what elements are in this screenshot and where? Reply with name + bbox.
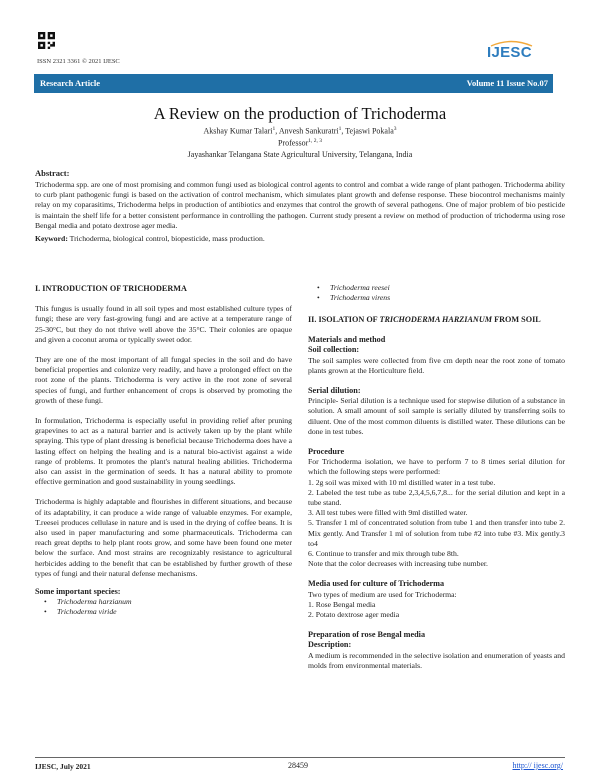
author-role: Professor xyxy=(278,138,309,148)
author-line xyxy=(0,126,600,136)
footer-divider xyxy=(35,757,565,758)
species-list-continued xyxy=(308,283,565,303)
dilution-text: Principle- Serial dilution is a technique used for stepwise dilution of a substance in solution. A small amount of soil sample is serially diluted by transferring soils to diluent. One of the most common diluents is distilled water. These dilutions can be done in test tubes. xyxy=(308,396,565,436)
heading-species: TRICHODERMA HARZIANUM xyxy=(379,315,493,324)
heading-suffix: FROM SOIL xyxy=(492,315,541,324)
keywords-line xyxy=(35,234,565,243)
section-label: Research Article xyxy=(40,78,101,88)
author-name: Anvesh Sankuratri xyxy=(278,126,339,136)
media-item: 2. Potato dextrose ager media xyxy=(308,610,400,620)
procedure-step: 1. 2g soil was mixed with 10 ml distilled water in a test tube. xyxy=(308,477,496,487)
intro-paragraph: Trichoderma is highly adaptable and flourishes in different situations, and because of its adaptability, it can produce a wide range of valuable enzymes. For example, T.reesei produces cellulase in nature and is used in the drying of coffee beans. It is also used in paper manufacturing and some pharmaceuticals. Trichoderma can reach great depths to help plant roots grow, and some have been found one meter below the surface. And most strains are recognizably resistance to agricultural herbicides adding to the benefit that can be established by further growth of these types of fungi and their natural defense mechanisms. xyxy=(35,497,292,578)
author-separator: , xyxy=(275,126,279,136)
volume-label: Volume 11 Issue No.07 xyxy=(466,78,548,88)
list-item: • Trichoderma viride xyxy=(35,607,292,617)
footer-link[interactable]: http:// ijesc.org/ xyxy=(512,761,563,770)
procedure-step: 6. Continue to transfer and mix through tube 8th. xyxy=(308,549,459,559)
right-column xyxy=(308,283,565,671)
media-intro: Two types of medium are used for Trichoderma: xyxy=(308,589,457,599)
prep-heading: Preparation of rose Bengal media xyxy=(308,630,426,640)
author-name: Tejaswi Pokala xyxy=(345,126,394,136)
author-sup: 1 xyxy=(272,126,276,132)
list-item: • Trichoderma harzianum xyxy=(35,597,292,607)
procedure-step: Note that the color decreases with increasing tube number. xyxy=(308,559,488,569)
list-item: • Trichoderma reesei xyxy=(308,283,565,293)
abstract-heading: Abstract: xyxy=(35,168,70,178)
soil-heading: Soil collection: xyxy=(308,345,360,355)
procedure-heading: Procedure xyxy=(308,447,345,457)
procedure-step: 2. Labeled the test tube as tube 2,3,4,5,6,7,8... for the serial dilution and kept in a tube stand. xyxy=(308,487,565,508)
intro-paragraph: In formulation, Trichoderma is especially useful in providing relief after pruning grapevines to act as a natural barrier and is actively taken up by the plant while spraying. This type of plant dressing is beneficial because Trichoderma does have a lasting effect on helping the healing and is a natural bio-activist against a wide range of problems. It promotes the plant's natural healing abilities. Trichoderma also can assist in the germination of seeds. It has a natural ability to promote effective germination and good sustainability in young seedlings. xyxy=(35,416,292,487)
description-text: A medium is recommended in the selective isolation and enumeration of yeasts and molds from environmental materials. xyxy=(308,650,565,670)
heading-prefix: II. ISOLATION OF xyxy=(308,315,380,324)
species-list xyxy=(35,597,292,617)
list-item: • Trichoderma virens xyxy=(308,293,565,303)
page-number: 28459 xyxy=(288,761,308,770)
issn-line: ISSN 2321 3361 © 2021 IJESC xyxy=(37,58,120,65)
affiliation: Jayashankar Telangana State Agricultural University, Telangana, India xyxy=(187,150,413,159)
left-column xyxy=(35,284,292,617)
description-heading: Description: xyxy=(308,640,352,650)
author-sup: 3 xyxy=(393,126,397,132)
materials-heading: Materials and method xyxy=(308,335,386,345)
intro-paragraph: This fungus is usually found in all soil types and most established culture types of fungi; these are very fast-growing fungi and are active at a temperature range of 25-30°C, but they do not thrive well above the 35°C. Their colonies are opaque and given a coconut aroma or typically sweet odor. xyxy=(35,304,292,344)
footer-journal: IJESC, July 2021 xyxy=(35,762,91,771)
procedure-step: 5. Transfer 1 ml of concentrated solution from tube 1 and then transfer into tube 2. Mix gently. And Transfer 1 ml of solution from tube #2 into tube #3. Mix gently.3 to4 xyxy=(308,518,565,548)
dilution-heading: Serial dilution: xyxy=(308,386,361,396)
soil-text: The soil samples were collected from five cm depth near the root zone of tomato plants grown at the Horticulture field. xyxy=(308,355,565,375)
media-item: 1. Rose Bengal media xyxy=(308,599,376,609)
keywords-text: Trichoderma, biological control, biopesticide, mass production. xyxy=(67,234,265,243)
author-name: Akshay Kumar Talari xyxy=(203,126,273,136)
role-sup: 1, 2, 3 xyxy=(308,138,322,144)
abstract-text: Trichoderma spp. are one of most promising and common fungi used as biological control agents to control and combat a wide range of plant pathogen. Trichoderma ability to curb plant pathogenic fungi is based on the activation of control mechanism, which simulates plant growth and defense response. These biocontrol mechanisms mainly relay on my coparasitims, Trichoderma helps in production of antibiotics and enzymes that control the growth of several pathogens. One of major problem of bio pesticide is maintain the shelf life for a better consistent performance in controlling the pathogen. Current study present a review on method of production of trichoderma using rose Bengal media and potato dextrose ager media. xyxy=(35,180,565,230)
paper-title: A Review on the production of Trichoderma xyxy=(153,104,447,123)
author-separator: , xyxy=(341,126,346,136)
role-line xyxy=(0,138,600,148)
keywords-label: Keyword: xyxy=(35,234,68,243)
intro-paragraph: They are one of the most important of all fungal species in the soil and do have beneficial properties and colonize very readily, and have a prolonged effect on the root zone of the plants. Trichoderma is very active in the root zone of several species of fungi, and further enhancement of crops is observed by promoting the growth of these fungi. xyxy=(35,355,292,405)
procedure-intro: For Trichoderma isolation, we have to perform 7 to 8 times serial dilution for which the following steps were performed: xyxy=(308,457,565,477)
isolation-heading xyxy=(308,315,565,325)
procedure-step: 3. All test tubes were filled with 9ml distilled water. xyxy=(308,508,468,518)
species-heading: Some important species: xyxy=(35,587,121,597)
media-heading: Media used for culture of Trichoderma xyxy=(308,579,445,589)
author-sup: 1 xyxy=(338,126,342,132)
qr-code-icon xyxy=(38,32,55,49)
journal-logo: IJESC xyxy=(487,44,532,61)
intro-heading: I. INTRODUCTION OF TRICHODERMA xyxy=(35,284,187,293)
